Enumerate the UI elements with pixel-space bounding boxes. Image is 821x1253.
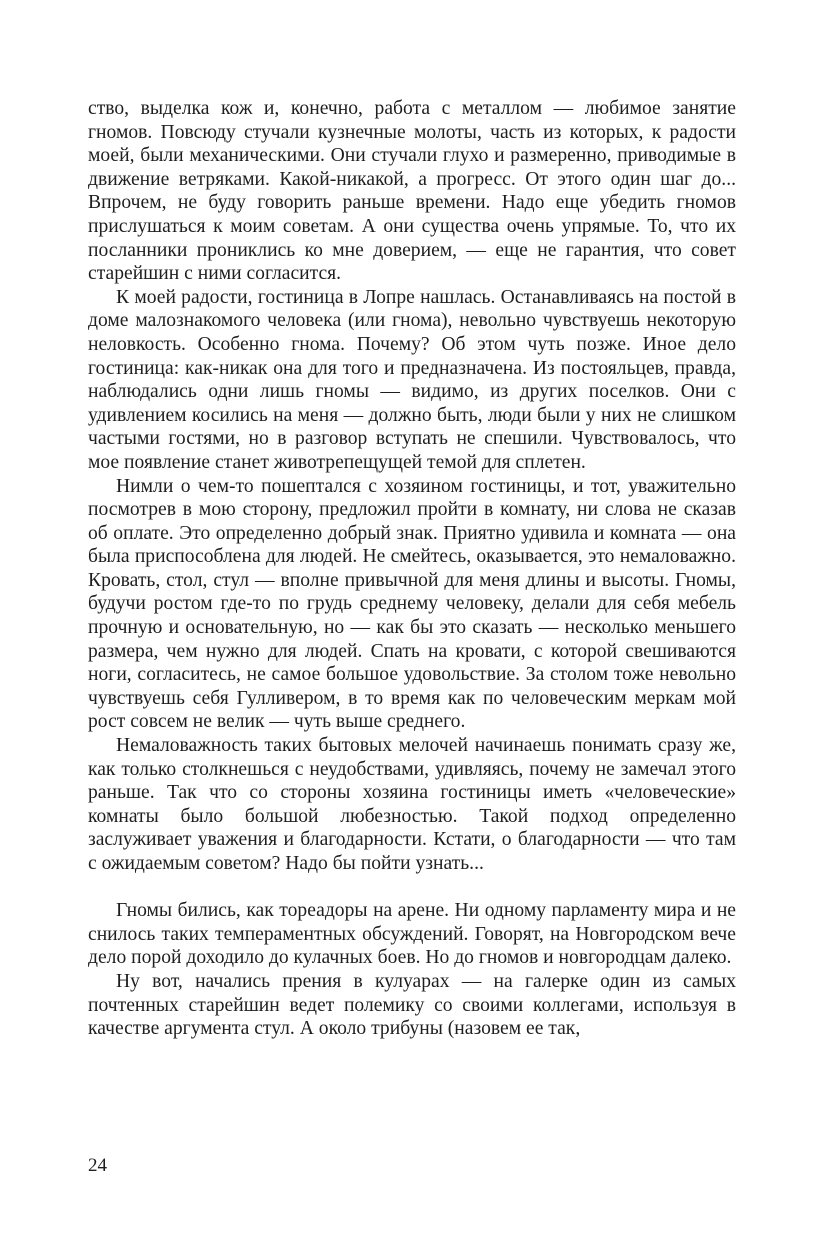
section-break — [88, 876, 736, 900]
paragraph-5: Гномы бились, как тореадоры на арене. Ни одному парламенту мира и не снилось таких темпераментных обсуждений. Говорят, на Новгородском вече дело порой доходило до кулачных боев. Но до гномов и новгородцам далеко. — [88, 900, 736, 969]
paragraph-6: Ну вот, начались прения в кулуарах — на галерке один из самых почтенных старейшин ведет полемику со своими коллегами, используя в качестве аргумента стул. А около трибуны (назовем ее так, — [88, 970, 736, 1040]
section-2 — [88, 899, 736, 1041]
section-1 — [88, 97, 736, 876]
paragraph-4: Немаловажность таких бытовых мелочей начинаешь понимать сразу же, как только столкнешься с неудобствами, удивляясь, почему не замечал этого раньше. Так что со стороны хозяина гостиницы иметь «человеческие» комнаты было большой любезностью. Такой подход определенно заслуживает уважения и благодарности. Кстати, о благодарности — что там с ожидаемым советом? Надо бы пойти узнать... — [88, 735, 736, 874]
book-page — [88, 97, 736, 1041]
page-number: 24 — [88, 1155, 107, 1176]
paragraph-2: К моей радости, гостиница в Лопре нашлась. Останавливаясь на постой в доме малознакомого человека (или гнома), невольно чувствуешь некоторую неловкость. Особенно гнома. Почему? Об этом чуть позже. Иное дело гостиница: как-никак она для того и предназначена. Из постояльцев, правда, наблюдались одни лишь гномы — видимо, из других поселков. Они с удивлением косились на меня — должно быть, люди были у них не слишком частыми гостями, но в разговор вступать не спешили. Чувствовалось, что мое появление станет животрепещущей темой для сплетен. — [88, 286, 736, 473]
paragraph-1: ство, выделка кож и, конечно, работа с металлом — любимое занятие гномов. Повсюду стучали кузнечные молоты, часть из которых, к радости моей, были механическими. Они стучали глухо и размеренно, приводимые в движение ветряками. Какой-никакой, а прогресс. От этого один шаг до... Впрочем, не буду говорить раньше времени. Надо еще убедить гномов прислушаться к моим советам. А они существа очень упрямые. То, что их посланники прониклись ко мне доверием, — еще не гарантия, что совет старейшин с ними согласится. — [88, 98, 736, 285]
paragraph-3: Нимли о чем-то пошептался с хозяином гостиницы, и тот, уважительно посмотрев в мою сторону, предложил пройти в комнату, ни слова не сказав об оплате. Это определенно добрый знак. Приятно удивила и комната — она была приспособлена для людей. Не смейтесь, оказывается, это немаловажно. Кровать, стол, стул — вполне привычной для меня длины и высоты. Гномы, будучи ростом где-то по грудь среднему человеку, делали для себя мебель прочную и основательную, но — как бы это сказать — несколько меньшего размера, чем нужно для людей. Спать на кровати, с которой свешиваются ноги, согласитесь, не самое большое удовольствие. За столом тоже невольно чувствуешь себя Гулливером, в то время как по человеческим меркам мой рост совсем не велик — чуть выше среднего. — [88, 475, 736, 733]
